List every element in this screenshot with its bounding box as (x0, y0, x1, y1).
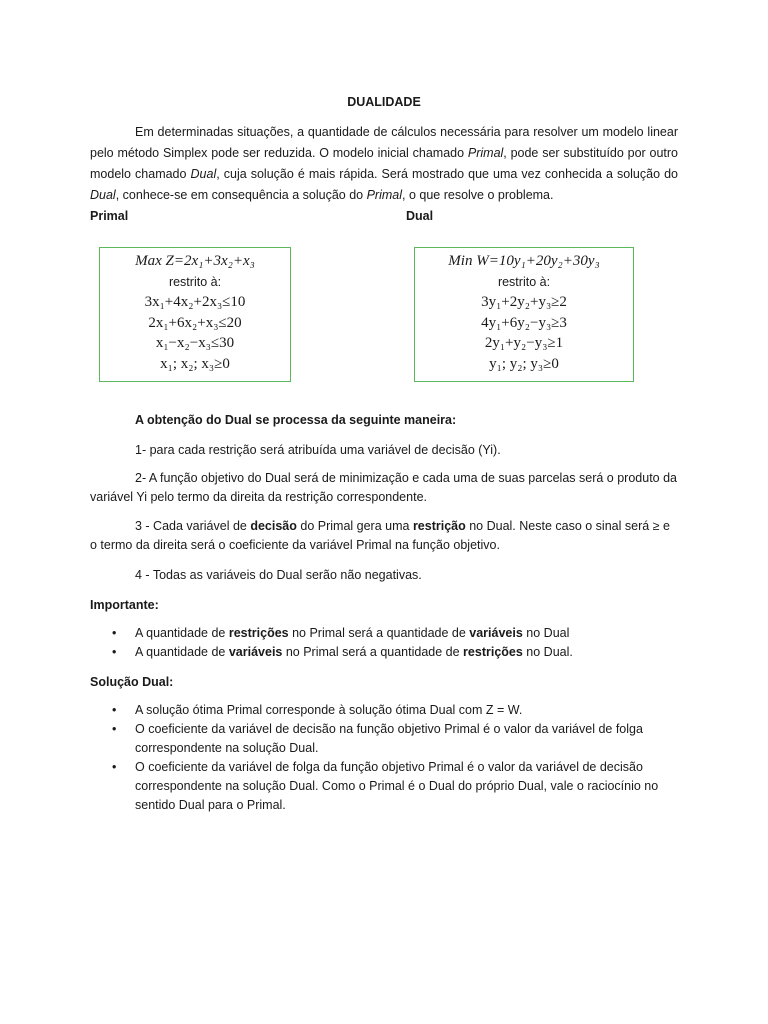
item-text: A quantidade de (135, 645, 229, 659)
intro-text: , o que resolve o problema. (402, 188, 554, 202)
list-item (90, 643, 680, 662)
item-text: A quantidade de (135, 626, 229, 640)
step-4: 4 - Todas as variáveis do Dual serão não negativas. (135, 568, 422, 582)
item-bold: restrições (228, 626, 289, 640)
list-item (90, 720, 680, 758)
item-bold: restrições (463, 645, 523, 659)
bullet-icon: • (112, 626, 117, 640)
step-1: 1- para cada restrição será atribuída uma variável de decisão (Yi). (135, 443, 501, 457)
intro-text: Em determinadas situações, a quantidade de cálculos necessária para resolver um modelo linear pelo método Simplex pode ser reduzida. O modelo inicial chamado (90, 125, 678, 160)
primal-objective: Max Z=2x₁+3x₂+x₃ (135, 253, 255, 269)
intro-dual-term: Dual (190, 167, 217, 181)
step-2: 2- A função objetivo do Dual será de minimização e cada uma de suas parcelas será o produto da variável Yi pelo termo da direita da restrição correspondente. (90, 471, 677, 504)
item-text: A solução ótima Primal corresponde à solução ótima Dual com Z = W. (135, 703, 523, 717)
item-text: no Dual. (522, 645, 573, 659)
primal-constraint: 2x₁+6x₂+x₃≤20 (148, 314, 242, 331)
important-list (90, 624, 680, 662)
item-text: no Primal será a quantidade de (282, 645, 464, 659)
intro-primal-term: Primal (467, 146, 504, 160)
step-3-text: 3 - Cada variável de (135, 519, 251, 533)
primal-constraint: 3x₁+4x₂+2x₃≤10 (144, 294, 246, 310)
dual-nonnegativity: y₁; y₂; y₃≥0 (489, 355, 559, 372)
primal-model-box (99, 247, 291, 382)
list-item (90, 758, 680, 815)
step-3 (90, 517, 680, 555)
dual-constraint: 2y₁+y₂−y₃≥1 (484, 335, 564, 351)
step-3-text: do Primal gera uma (296, 519, 413, 533)
intro-text: , conhece-se em consequência a solução do (115, 188, 367, 202)
intro-dual-term: Dual (90, 188, 116, 202)
dual-constraint: 4y₁+6y₂−y₃≥3 (481, 314, 567, 331)
bullet-icon: • (112, 703, 117, 717)
intro-text: , pode ser substituído por outro modelo chamado (90, 146, 678, 181)
document-title: DUALIDADE (347, 95, 421, 109)
item-bold: variáveis (469, 626, 523, 640)
item-text: no Dual (522, 626, 570, 640)
solution-list (90, 701, 680, 815)
step-3-bold: restrição (412, 519, 466, 533)
primal-nonnegativity: x₁; x₂; x₃≥0 (160, 355, 230, 372)
dual-constraint: 3y₁+2y₂+y₃≥2 (481, 294, 567, 310)
bullet-icon: • (112, 645, 117, 659)
solution-heading: Solução Dual: (90, 675, 174, 689)
item-bold: variáveis (228, 645, 283, 659)
primal-heading: Primal (90, 209, 129, 223)
item-text: no Primal será a quantidade de (288, 626, 470, 640)
primal-subject-to: restrito à: (168, 274, 222, 289)
list-item (90, 701, 680, 720)
dual-model-box (414, 247, 634, 382)
dual-heading: Dual (406, 209, 434, 223)
step-3-text: no Dual. Neste caso o sinal será ≥ e o termo da direita será o coeficiente da variável Primal na função objetivo. (90, 519, 670, 552)
primal-constraint: x₁−x₂−x₃≤30 (155, 335, 235, 351)
dual-objective: Min W=10y₁+20y₂+30y₃ (448, 253, 600, 269)
item-text: O coeficiente da variável de decisão na função objetivo Primal é o valor da variável de folga correspondente na solução Dual. (135, 722, 643, 755)
important-heading: Importante: (90, 598, 159, 612)
bullet-icon: • (112, 722, 117, 736)
item-text: O coeficiente da variável de folga da função objetivo Primal é o valor da variável de decisão correspondente na solução Dual. Como o Primal é o Dual do próprio Dual, vale o raciocínio no sentido Dual para o Primal. (135, 760, 659, 812)
intro-primal-term: Primal (366, 188, 402, 202)
bullet-icon: • (112, 760, 117, 774)
steps-heading: A obtenção do Dual se processa da seguinte maneira: (135, 413, 457, 427)
list-item (90, 624, 680, 643)
step-3-bold: decisão (250, 519, 297, 533)
dual-subject-to: restrito à: (497, 274, 551, 289)
intro-paragraph (90, 122, 678, 206)
intro-text: , cuja solução é mais rápida. Será mostrado que uma vez conhecida a solução do (216, 167, 678, 181)
